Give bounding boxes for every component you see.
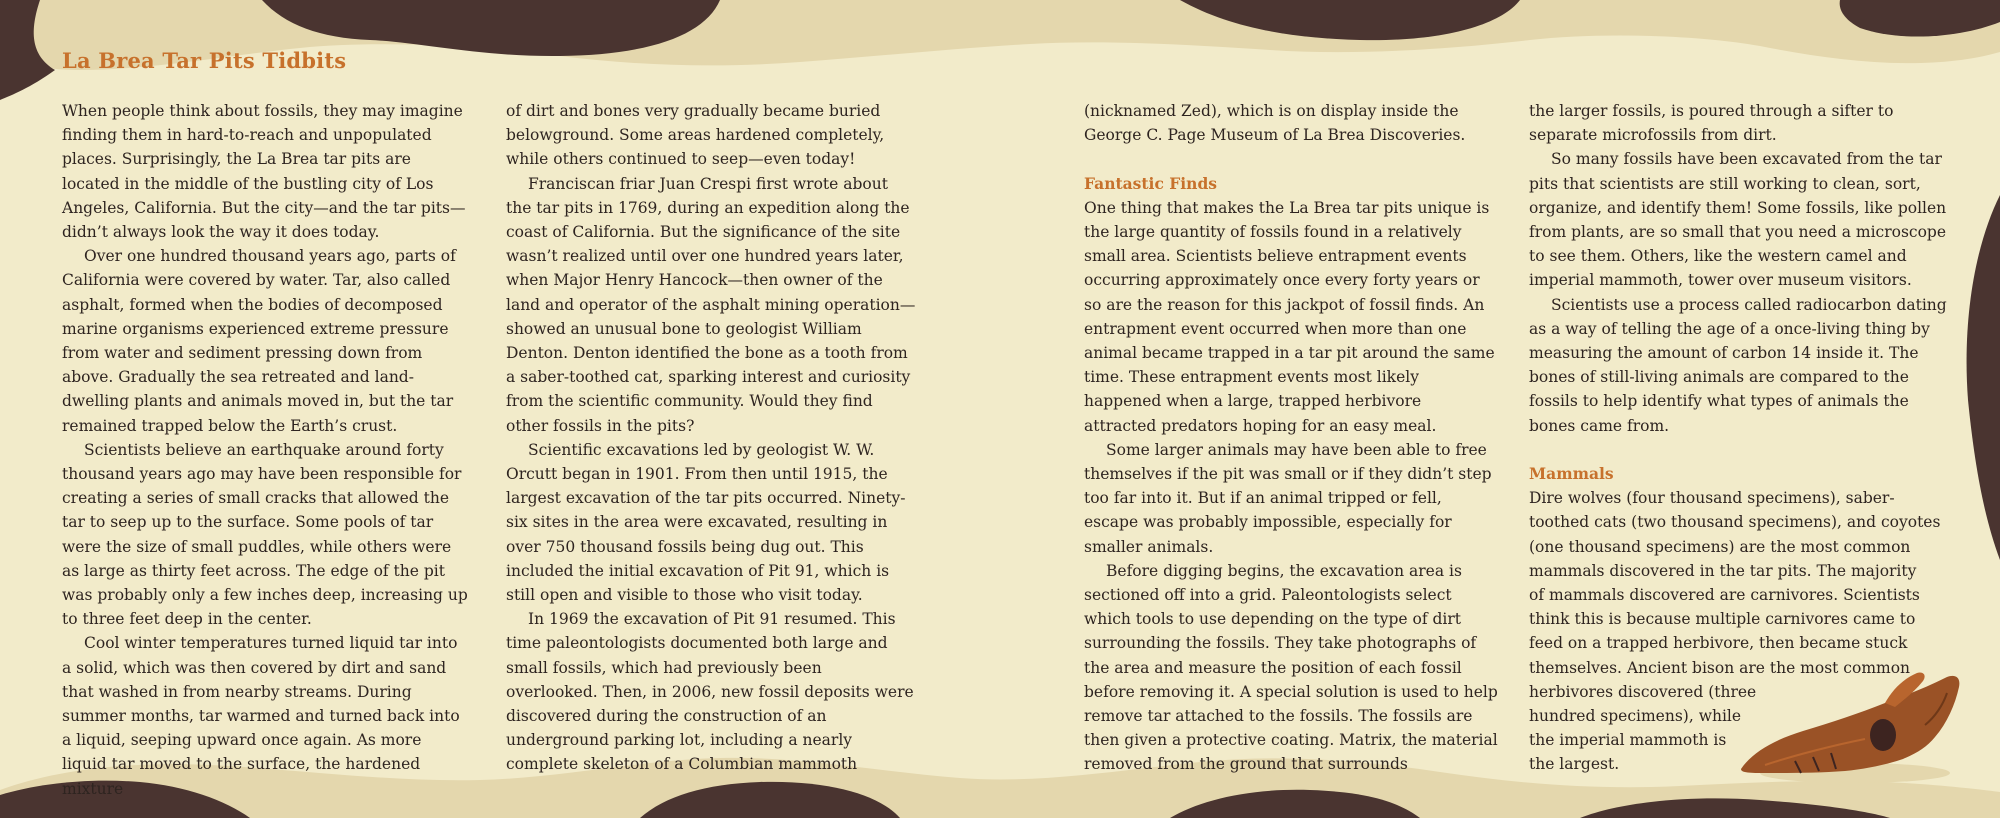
paragraph: Cool winter temperatures turned liquid tar into a solid, which was then covered by dirt and sand that washed in from nearby streams. During summer months, tar warmed and turned back into a liquid, seeping upward once again. As more liquid tar moved to the surface, the hardened mixture	[62, 634, 460, 798]
paragraph: Scientists believe an earthquake around forty thousand years ago may have been responsible for creating a series of small cracks that allowed the tar to seep up to the surface. Some pools of tar were the size of small puddles, while others were as large as thirty feet across. The edge of the pit was probably only a few inches deep, increasing up to three feet deep in the center.	[62, 440, 468, 629]
text-line: the imperial mammoth is	[1529, 731, 1727, 750]
paragraph: Before digging begins, the excavation area is sectioned off into a grid. Paleontologists select which tools to use depending on the type of dirt surrounding the fossils. They take photographs of the area and measure the position of each fossil before removing it. A special solution is used to help remove tar attached to the fossils. The fossils are then given a protective coating. Matrix, the material removed from the ground that surrounds	[1084, 561, 1498, 774]
text-line: think this is because multiple carnivores came to	[1529, 610, 1916, 629]
section-heading-fantastic-finds: Fantastic Finds	[1084, 173, 1218, 193]
text-line: feed on a trapped herbivore, then became stuck	[1529, 634, 1908, 653]
bison-skull-icon	[1735, 665, 1965, 790]
paragraph: the larger fossils, is poured through a sifter to separate microfossils from dirt.	[1529, 102, 1894, 145]
paragraph: Some larger animals may have been able to free themselves if the pit was small or if they didn’t step too far into it. But if an animal tripped or fell, escape was probably impossible, especially for smaller animals.	[1084, 440, 1492, 556]
text-column-2	[506, 99, 918, 777]
text-column-1	[62, 99, 470, 801]
text-line: mammals discovered in the tar pits. The majority	[1529, 561, 1917, 580]
page-title: La Brea Tar Pits Tidbits	[62, 48, 347, 73]
paragraph: (nicknamed Zed), which is on display inside the George C. Page Museum of La Brea Discoveries.	[1084, 102, 1466, 145]
text-line: hundred specimens), while	[1529, 707, 1742, 726]
text-line: the largest.	[1529, 755, 1620, 774]
text-line: herbivores discovered (three	[1529, 682, 1757, 701]
paragraph: Over one hundred thousand years ago, parts of California were covered by water. Tar, also called asphalt, formed when the bodies of decomposed marine organisms experienced extreme pressure from water and sediment pressing down from above. Gradually the sea retreated and land-dwelling plants and animals moved in, but the tar remained trapped below the Earth’s crust.	[62, 247, 456, 435]
text-line: of mammals discovered are carnivores. Scientists	[1529, 586, 1920, 605]
text-column-3	[1084, 99, 1498, 777]
paragraph: One thing that makes the La Brea tar pits unique is the large quantity of fossils found in a relatively small area. Scientists believe entrapment events occurring approximately once every forty years or so are the reason for this jackpot of fossil finds. An entrapment event occurred when more than one animal became trapped in a tar pit around the same time. These entrapment events most likely happened when a large, trapped herbivore attracted predators hoping for an easy meal.	[1084, 198, 1495, 435]
section-heading-mammals: Mammals	[1529, 464, 1614, 484]
section-gap	[1084, 147, 1498, 171]
paragraph: So many fossils have been excavated from the tar pits that scientists are still working to clean, sort, organize, and identify them! Some fossils, like pollen from plants, are so small that you need a microscope to see them. Others, like the western camel and imperial mammoth, tower over museum visitors.	[1529, 150, 1947, 290]
paragraph: Scientific excavations led by geologist W. W. Orcutt began in 1901. From then until 1915, the largest excavation of the tar pits occurred. Ninety-six sites in the area were excavated, resulting in over 750 thousand fossils being dug out. This included the initial excavation of Pit 91, which is still open and visible to those who visit today.	[506, 440, 906, 605]
tar-blob-right-edge	[1967, 195, 2000, 560]
text-line: Dire wolves (four thousand specimens), saber-	[1529, 489, 1895, 508]
paragraph: When people think about fossils, they may imagine finding them in hard-to-reach and unpopulated places. Surprisingly, the La Brea tar pits are located in the middle of the bustling city of Los Angeles, California. But the city—and the tar pits—didn’t always look the way it does today.	[62, 102, 466, 242]
text-line: themselves. Ancient bison are the most common	[1529, 658, 1911, 677]
paragraph: Franciscan friar Juan Crespi first wrote about the tar pits in 1769, during an expedition along the coast of California. But the significance of the site wasn’t realized until over one hundred years later, when Major Henry Hancock—then owner of the land and operator of the asphalt mining operation—showed an unusual bone to geologist William Denton. Denton identified the bone as a tooth from a saber-toothed cat, sparking interest and curiosity from the scientific community. Would they find other fossils in the pits?	[506, 174, 916, 435]
paragraph: In 1969 the excavation of Pit 91 resumed. This time paleontologists documented both large and small fossils, which had previously been overlooked. Then, in 2006, new fossil deposits were discovered during the construction of an underground parking lot, including a nearly complete skeleton of a Columbian mammoth	[506, 610, 914, 774]
paragraph: Scientists use a process called radiocarbon dating as a way of telling the age of a once-living thing by measuring the amount of carbon 14 inside it. The bones of still-living animals are compared to the fossils to help identify what types of animals the bones came from.	[1529, 295, 1947, 435]
section-gap	[1529, 438, 1951, 462]
text-line: (one thousand specimens) are the most common	[1529, 537, 1911, 556]
paragraph: of dirt and bones very gradually became buried belowground. Some areas hardened completely, while others continued to seep—even today!	[506, 102, 885, 169]
text-line: toothed cats (two thousand specimens), and coyotes	[1529, 513, 1941, 532]
